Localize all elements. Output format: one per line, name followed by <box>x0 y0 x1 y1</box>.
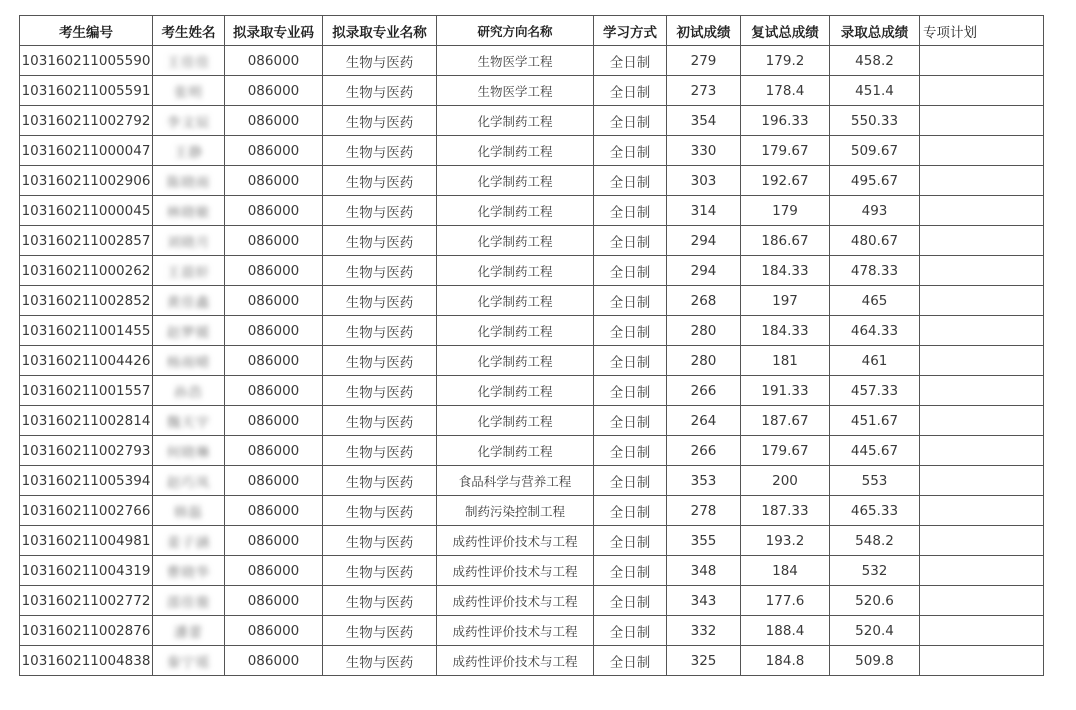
cell-major-code: 086000 <box>225 46 323 76</box>
cell-preliminary-score: 278 <box>667 496 741 526</box>
cell-candidate-id: 103160211000045 <box>20 196 153 226</box>
redacted-name: 姜子涵 <box>166 534 211 551</box>
cell-major-name: 生物与医药 <box>323 586 437 616</box>
cell-candidate-id: 103160211004426 <box>20 346 153 376</box>
table-row <box>20 646 1044 676</box>
cell-candidate-id: 103160211002876 <box>20 616 153 646</box>
cell-study-mode: 全日制 <box>594 436 667 466</box>
cell-candidate-id: 103160211002766 <box>20 496 153 526</box>
cell-total-score: 520.6 <box>830 586 920 616</box>
cell-major-code: 086000 <box>225 376 323 406</box>
cell-candidate-name <box>153 496 225 526</box>
cell-retest-score: 179.67 <box>741 436 830 466</box>
redacted-name: 曹晓华 <box>166 564 211 581</box>
cell-candidate-id: 103160211002793 <box>20 436 153 466</box>
cell-study-mode: 全日制 <box>594 76 667 106</box>
cell-major-name: 生物与医药 <box>323 556 437 586</box>
cell-special-plan <box>920 436 1044 466</box>
cell-candidate-name <box>153 586 225 616</box>
cell-retest-score: 178.4 <box>741 76 830 106</box>
cell-research-direction: 化学制药工程 <box>437 376 594 406</box>
cell-special-plan <box>920 106 1044 136</box>
cell-retest-score: 200 <box>741 466 830 496</box>
cell-special-plan <box>920 166 1044 196</box>
cell-total-score: 457.33 <box>830 376 920 406</box>
cell-candidate-id: 103160211001455 <box>20 316 153 346</box>
admission-table <box>19 15 1044 676</box>
cell-major-code: 086000 <box>225 316 323 346</box>
cell-total-score: 445.67 <box>830 436 920 466</box>
cell-major-code: 086000 <box>225 646 323 676</box>
cell-research-direction: 化学制药工程 <box>437 436 594 466</box>
cell-major-code: 086000 <box>225 196 323 226</box>
cell-retest-score: 184.8 <box>741 646 830 676</box>
redacted-name: 张明 <box>174 84 203 101</box>
cell-major-name: 生物与医药 <box>323 376 437 406</box>
cell-research-direction: 化学制药工程 <box>437 406 594 436</box>
cell-preliminary-score: 303 <box>667 166 741 196</box>
table-row <box>20 286 1044 316</box>
cell-major-code: 086000 <box>225 436 323 466</box>
cell-retest-score: 184.33 <box>741 316 830 346</box>
redacted-name: 秦宁瑶 <box>166 654 211 671</box>
cell-candidate-name <box>153 286 225 316</box>
cell-study-mode: 全日制 <box>594 646 667 676</box>
cell-study-mode: 全日制 <box>594 166 667 196</box>
cell-total-score: 520.4 <box>830 616 920 646</box>
cell-total-score: 493 <box>830 196 920 226</box>
cell-total-score: 478.33 <box>830 256 920 286</box>
cell-special-plan <box>920 466 1044 496</box>
cell-major-name: 生物与医药 <box>323 316 437 346</box>
cell-major-name: 生物与医药 <box>323 196 437 226</box>
cell-retest-score: 177.6 <box>741 586 830 616</box>
cell-research-direction: 化学制药工程 <box>437 136 594 166</box>
cell-major-code: 086000 <box>225 256 323 286</box>
cell-research-direction: 化学制药工程 <box>437 286 594 316</box>
table-row <box>20 256 1044 286</box>
cell-research-direction: 成药性评价技术与工程 <box>437 526 594 556</box>
cell-study-mode: 全日制 <box>594 346 667 376</box>
cell-candidate-id: 103160211000047 <box>20 136 153 166</box>
cell-preliminary-score: 266 <box>667 436 741 466</box>
cell-special-plan <box>920 316 1044 346</box>
cell-candidate-name <box>153 376 225 406</box>
cell-preliminary-score: 348 <box>667 556 741 586</box>
cell-major-name: 生物与医药 <box>323 46 437 76</box>
cell-major-code: 086000 <box>225 136 323 166</box>
header-major-code: 拟录取专业码 <box>225 16 323 46</box>
cell-study-mode: 全日制 <box>594 316 667 346</box>
redacted-name: 李文辰 <box>166 114 211 131</box>
header-name: 考生姓名 <box>153 16 225 46</box>
cell-preliminary-score: 355 <box>667 526 741 556</box>
cell-study-mode: 全日制 <box>594 136 667 166</box>
cell-candidate-id: 103160211004319 <box>20 556 153 586</box>
cell-candidate-name <box>153 346 225 376</box>
cell-candidate-id: 103160211002772 <box>20 586 153 616</box>
cell-retest-score: 193.2 <box>741 526 830 556</box>
table-row <box>20 46 1044 76</box>
cell-candidate-name <box>153 316 225 346</box>
cell-major-code: 086000 <box>225 586 323 616</box>
redacted-name: 林晓敏 <box>166 204 211 221</box>
cell-study-mode: 全日制 <box>594 106 667 136</box>
cell-study-mode: 全日制 <box>594 466 667 496</box>
cell-special-plan <box>920 586 1044 616</box>
redacted-name: 赵巧凤 <box>166 474 211 491</box>
cell-total-score: 465 <box>830 286 920 316</box>
redacted-name: 王佳佳 <box>166 54 211 71</box>
redacted-name: 邵佳骏 <box>166 594 211 611</box>
table-row <box>20 556 1044 586</box>
cell-research-direction: 成药性评价技术与工程 <box>437 556 594 586</box>
cell-preliminary-score: 273 <box>667 76 741 106</box>
header-id: 考生编号 <box>20 16 153 46</box>
cell-study-mode: 全日制 <box>594 586 667 616</box>
cell-major-code: 086000 <box>225 496 323 526</box>
cell-study-mode: 全日制 <box>594 226 667 256</box>
cell-major-name: 生物与医药 <box>323 136 437 166</box>
cell-special-plan <box>920 346 1044 376</box>
cell-candidate-name <box>153 616 225 646</box>
cell-major-name: 生物与医药 <box>323 76 437 106</box>
header-direction: 研究方向名称 <box>437 16 594 46</box>
cell-study-mode: 全日制 <box>594 496 667 526</box>
redacted-name: 魏天宇 <box>166 414 211 431</box>
cell-research-direction: 化学制药工程 <box>437 226 594 256</box>
cell-special-plan <box>920 646 1044 676</box>
cell-total-score: 458.2 <box>830 46 920 76</box>
cell-total-score: 461 <box>830 346 920 376</box>
cell-major-name: 生物与医药 <box>323 466 437 496</box>
cell-major-name: 生物与医药 <box>323 106 437 136</box>
redacted-name: 杨雨晴 <box>166 354 211 371</box>
cell-major-name: 生物与医药 <box>323 526 437 556</box>
cell-retest-score: 196.33 <box>741 106 830 136</box>
cell-preliminary-score: 280 <box>667 316 741 346</box>
table-row <box>20 436 1044 466</box>
cell-special-plan <box>920 196 1044 226</box>
cell-special-plan <box>920 226 1044 256</box>
cell-total-score: 548.2 <box>830 526 920 556</box>
cell-research-direction: 食品科学与营养工程 <box>437 466 594 496</box>
header-total: 录取总成绩 <box>830 16 920 46</box>
cell-retest-score: 179.67 <box>741 136 830 166</box>
cell-candidate-name <box>153 406 225 436</box>
table-row <box>20 496 1044 526</box>
cell-major-code: 086000 <box>225 76 323 106</box>
cell-candidate-id: 103160211005590 <box>20 46 153 76</box>
cell-major-code: 086000 <box>225 526 323 556</box>
redacted-name: 韩磊 <box>174 504 203 521</box>
cell-preliminary-score: 354 <box>667 106 741 136</box>
cell-research-direction: 制药污染控制工程 <box>437 496 594 526</box>
cell-special-plan <box>920 46 1044 76</box>
cell-major-name: 生物与医药 <box>323 346 437 376</box>
cell-study-mode: 全日制 <box>594 616 667 646</box>
cell-special-plan <box>920 286 1044 316</box>
cell-major-code: 086000 <box>225 286 323 316</box>
cell-candidate-name <box>153 166 225 196</box>
cell-preliminary-score: 279 <box>667 46 741 76</box>
cell-research-direction: 化学制药工程 <box>437 346 594 376</box>
cell-total-score: 465.33 <box>830 496 920 526</box>
cell-research-direction: 化学制药工程 <box>437 106 594 136</box>
cell-special-plan <box>920 376 1044 406</box>
cell-candidate-id: 103160211002814 <box>20 406 153 436</box>
header-row <box>20 16 1044 46</box>
cell-major-name: 生物与医药 <box>323 166 437 196</box>
cell-preliminary-score: 264 <box>667 406 741 436</box>
table-row <box>20 616 1044 646</box>
redacted-name: 赵梦媛 <box>166 324 211 341</box>
cell-major-code: 086000 <box>225 466 323 496</box>
cell-retest-score: 184.33 <box>741 256 830 286</box>
cell-special-plan <box>920 256 1044 286</box>
cell-major-name: 生物与医药 <box>323 406 437 436</box>
redacted-name: 刘晓月 <box>166 234 211 251</box>
cell-total-score: 550.33 <box>830 106 920 136</box>
cell-major-code: 086000 <box>225 226 323 256</box>
header-major-name: 拟录取专业名称 <box>323 16 437 46</box>
cell-major-code: 086000 <box>225 106 323 136</box>
redacted-name: 潘蕾 <box>174 624 203 641</box>
cell-candidate-id: 103160211001557 <box>20 376 153 406</box>
cell-candidate-name <box>153 256 225 286</box>
cell-study-mode: 全日制 <box>594 286 667 316</box>
cell-study-mode: 全日制 <box>594 376 667 406</box>
cell-major-code: 086000 <box>225 616 323 646</box>
cell-study-mode: 全日制 <box>594 556 667 586</box>
header-prelim: 初试成绩 <box>667 16 741 46</box>
cell-study-mode: 全日制 <box>594 46 667 76</box>
cell-preliminary-score: 314 <box>667 196 741 226</box>
cell-candidate-id: 103160211005591 <box>20 76 153 106</box>
cell-retest-score: 186.67 <box>741 226 830 256</box>
cell-total-score: 451.4 <box>830 76 920 106</box>
cell-preliminary-score: 266 <box>667 376 741 406</box>
cell-total-score: 509.8 <box>830 646 920 676</box>
table-row <box>20 166 1044 196</box>
header-retest: 复试总成绩 <box>741 16 830 46</box>
cell-preliminary-score: 330 <box>667 136 741 166</box>
cell-preliminary-score: 325 <box>667 646 741 676</box>
cell-candidate-name <box>153 76 225 106</box>
cell-retest-score: 179.2 <box>741 46 830 76</box>
cell-candidate-name <box>153 646 225 676</box>
cell-major-code: 086000 <box>225 346 323 376</box>
cell-total-score: 451.67 <box>830 406 920 436</box>
cell-candidate-name <box>153 196 225 226</box>
cell-retest-score: 187.67 <box>741 406 830 436</box>
cell-retest-score: 179 <box>741 196 830 226</box>
cell-special-plan <box>920 526 1044 556</box>
cell-retest-score: 188.4 <box>741 616 830 646</box>
cell-special-plan <box>920 406 1044 436</box>
cell-total-score: 464.33 <box>830 316 920 346</box>
cell-total-score: 509.67 <box>830 136 920 166</box>
cell-retest-score: 184 <box>741 556 830 586</box>
cell-retest-score: 181 <box>741 346 830 376</box>
table-row <box>20 526 1044 556</box>
cell-research-direction: 成药性评价技术与工程 <box>437 616 594 646</box>
cell-major-name: 生物与医药 <box>323 616 437 646</box>
cell-research-direction: 成药性评价技术与工程 <box>437 646 594 676</box>
cell-research-direction: 化学制药工程 <box>437 316 594 346</box>
cell-candidate-name <box>153 556 225 586</box>
cell-candidate-name <box>153 436 225 466</box>
table-row <box>20 136 1044 166</box>
cell-major-name: 生物与医药 <box>323 256 437 286</box>
cell-special-plan <box>920 616 1044 646</box>
cell-preliminary-score: 332 <box>667 616 741 646</box>
cell-preliminary-score: 353 <box>667 466 741 496</box>
cell-preliminary-score: 280 <box>667 346 741 376</box>
cell-candidate-id: 103160211002857 <box>20 226 153 256</box>
table-row <box>20 346 1044 376</box>
table-row <box>20 406 1044 436</box>
cell-candidate-name <box>153 136 225 166</box>
cell-candidate-id: 103160211005394 <box>20 466 153 496</box>
cell-special-plan <box>920 556 1044 586</box>
table-row <box>20 106 1044 136</box>
table-row <box>20 586 1044 616</box>
redacted-name: 王静 <box>174 144 203 161</box>
cell-research-direction: 化学制药工程 <box>437 166 594 196</box>
cell-study-mode: 全日制 <box>594 526 667 556</box>
cell-preliminary-score: 268 <box>667 286 741 316</box>
header-plan: 专项计划 <box>920 16 1044 46</box>
cell-major-name: 生物与医药 <box>323 646 437 676</box>
cell-retest-score: 192.67 <box>741 166 830 196</box>
cell-preliminary-score: 294 <box>667 256 741 286</box>
table-row <box>20 226 1044 256</box>
cell-research-direction: 成药性评价技术与工程 <box>437 586 594 616</box>
cell-total-score: 480.67 <box>830 226 920 256</box>
cell-candidate-name <box>153 106 225 136</box>
cell-major-code: 086000 <box>225 406 323 436</box>
cell-major-name: 生物与医药 <box>323 286 437 316</box>
cell-study-mode: 全日制 <box>594 256 667 286</box>
cell-candidate-id: 103160211002852 <box>20 286 153 316</box>
table-body <box>20 46 1044 676</box>
cell-retest-score: 197 <box>741 286 830 316</box>
cell-research-direction: 化学制药工程 <box>437 196 594 226</box>
cell-candidate-name <box>153 226 225 256</box>
redacted-name: 王晨轩 <box>166 264 211 281</box>
cell-candidate-id: 103160211002906 <box>20 166 153 196</box>
header-mode: 学习方式 <box>594 16 667 46</box>
table-row <box>20 316 1044 346</box>
cell-research-direction: 生物医学工程 <box>437 76 594 106</box>
cell-total-score: 532 <box>830 556 920 586</box>
cell-candidate-id: 103160211004981 <box>20 526 153 556</box>
cell-candidate-name <box>153 466 225 496</box>
cell-candidate-name <box>153 526 225 556</box>
cell-major-name: 生物与医药 <box>323 226 437 256</box>
cell-preliminary-score: 294 <box>667 226 741 256</box>
cell-study-mode: 全日制 <box>594 196 667 226</box>
cell-candidate-id: 103160211000262 <box>20 256 153 286</box>
cell-study-mode: 全日制 <box>594 406 667 436</box>
cell-major-code: 086000 <box>225 166 323 196</box>
table-row <box>20 376 1044 406</box>
cell-research-direction: 化学制药工程 <box>437 256 594 286</box>
cell-special-plan <box>920 136 1044 166</box>
redacted-name: 陈晓雨 <box>166 174 211 191</box>
redacted-name: 孙浩 <box>174 384 203 401</box>
table-row <box>20 466 1044 496</box>
cell-retest-score: 191.33 <box>741 376 830 406</box>
redacted-name: 何晓琳 <box>166 444 211 461</box>
cell-candidate-name <box>153 46 225 76</box>
cell-candidate-id: 103160211002792 <box>20 106 153 136</box>
cell-retest-score: 187.33 <box>741 496 830 526</box>
table-row <box>20 196 1044 226</box>
cell-research-direction: 生物医学工程 <box>437 46 594 76</box>
cell-special-plan <box>920 76 1044 106</box>
cell-special-plan <box>920 496 1044 526</box>
cell-total-score: 495.67 <box>830 166 920 196</box>
cell-preliminary-score: 343 <box>667 586 741 616</box>
cell-candidate-id: 103160211004838 <box>20 646 153 676</box>
table-row <box>20 76 1044 106</box>
redacted-name: 黄佳鑫 <box>166 294 211 311</box>
cell-major-name: 生物与医药 <box>323 436 437 466</box>
cell-total-score: 553 <box>830 466 920 496</box>
cell-major-name: 生物与医药 <box>323 496 437 526</box>
cell-major-code: 086000 <box>225 556 323 586</box>
